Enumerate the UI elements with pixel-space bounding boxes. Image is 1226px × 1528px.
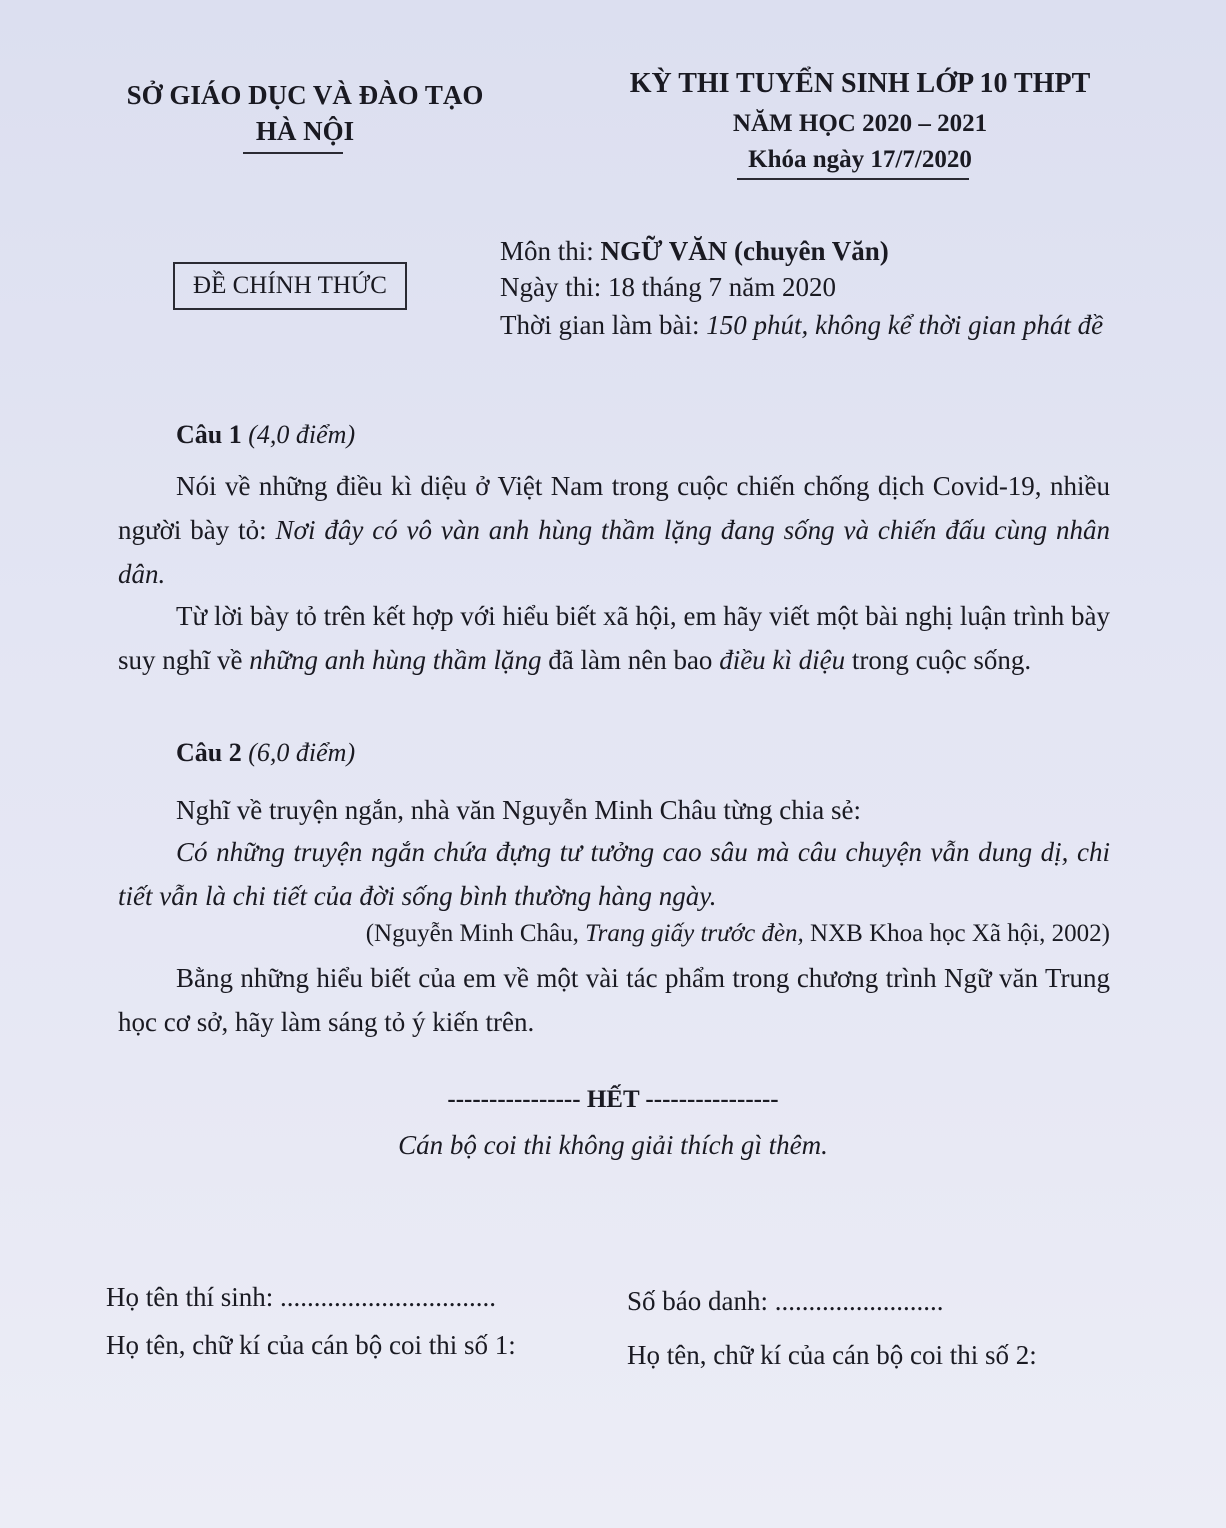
q1-prompt-a: Từ lời bày tỏ trên kết hợp với hiểu biết xã hội, em hãy viết một bài nghị luận trình bày suy nghĩ về	[118, 601, 1110, 675]
q1-prompt-italic-2: điều kì diệu	[719, 645, 846, 675]
end-note: Cán bộ coi thi không giải thích gì thêm.	[398, 1130, 828, 1160]
candidate-number-field: Số báo danh: .........................	[627, 1286, 944, 1316]
exam-title: KỲ THI TUYỂN SINH LỚP 10 THPT	[629, 68, 1091, 99]
question-2-quote	[118, 830, 1110, 918]
question-1-paragraph-2	[118, 594, 1110, 682]
subject-line	[500, 236, 889, 267]
q1-intro-text: Nói về những điều kì diệu ở Việt Nam trong cuộc chiến chống dịch Covid-19, nhiều người bày tỏ:	[118, 471, 1110, 545]
q1-prompt-b: đã làm nên bao	[541, 645, 720, 675]
citation-publisher: NXB Khoa học Xã hội, 2002)	[803, 920, 1110, 947]
exam-date: Khóa ngày 17/7/2020	[748, 146, 972, 173]
supervisor-1-signature: Họ tên, chữ kí của cán bộ coi thi số 1:	[106, 1330, 516, 1360]
q1-quote: Nơi đây có vô vàn anh hùng thầm lặng đang sống và chiến đấu cùng nhân dân.	[118, 515, 1110, 589]
question-2-label: Câu 2	[176, 738, 242, 767]
citation-title: Trang giấy trước đèn,	[585, 920, 804, 947]
q1-prompt-c: trong cuộc sống.	[845, 645, 1032, 675]
q2-quote-text: Có những truyện ngắn chứa đựng tư tưởng cao sâu mà câu chuyện vẫn dung dị, chi tiết vẫn là chi tiết của đời sống bình thường hàng ngày.	[118, 837, 1110, 911]
official-exam-label: ĐỀ CHÍNH THỨC	[173, 262, 407, 310]
exam-day-line: Ngày thi: 18 tháng 7 năm 2020	[500, 272, 836, 302]
candidate-name-field: Họ tên thí sinh: ................................	[106, 1282, 496, 1312]
question-2-paragraph-1: Nghĩ về truyện ngắn, nhà văn Nguyễn Minh Châu từng chia sẻ:	[176, 795, 861, 825]
question-1-paragraph-1	[118, 464, 1110, 596]
subject-value: NGỮ VĂN (chuyên Văn)	[600, 236, 889, 266]
question-1-label: Câu 1	[176, 420, 242, 449]
header-right-underline	[737, 178, 969, 180]
duration-label: Thời gian làm bài:	[500, 310, 707, 340]
exam-year: NĂM HỌC 2020 – 2021	[732, 110, 988, 137]
department-city: HÀ NỘI	[255, 116, 355, 146]
question-2-points: (6,0 điểm)	[248, 738, 356, 767]
q1-prompt-italic-1: những anh hùng thầm lặng	[249, 645, 542, 675]
header-left-underline	[243, 152, 343, 154]
subject-label: Môn thi:	[500, 236, 601, 266]
question-2-paragraph-2: Bằng những hiểu biết của em về một vài tác phẩm trong chương trình Ngữ văn Trung học cơ sở, hãy làm sáng tỏ ý kiến trên.	[118, 963, 1110, 1037]
duration-line	[500, 310, 1103, 341]
end-marker: ---------------- HẾT ----------------	[447, 1086, 779, 1113]
duration-value: 150 phút, không kể thời gian phát đề	[706, 310, 1104, 340]
supervisor-2-signature: Họ tên, chữ kí của cán bộ coi thi số 2:	[627, 1340, 1037, 1370]
department-name: SỞ GIÁO DỤC VÀ ĐÀO TẠO	[126, 80, 484, 110]
question-1-points: (4,0 điểm)	[248, 420, 356, 449]
question-1-title	[176, 420, 355, 450]
citation-author: (Nguyễn Minh Châu,	[365, 920, 586, 947]
question-2-title	[176, 738, 355, 768]
question-2-citation	[366, 920, 1110, 948]
